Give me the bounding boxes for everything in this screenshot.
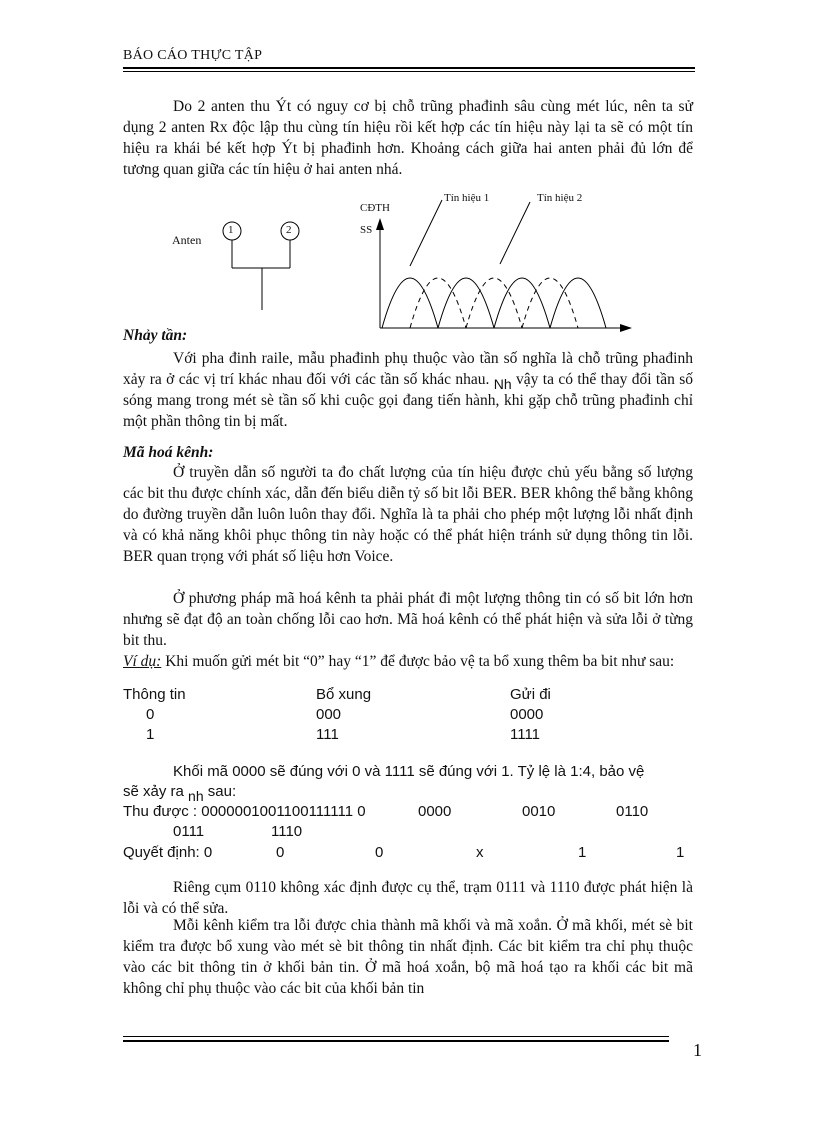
nh-fragment: Nh <box>493 376 512 392</box>
received-block: 1110 <box>271 823 303 840</box>
anten-label: Anten <box>172 233 202 247</box>
channel-coding-paragraph-2: Ở phương pháp mã hoá kênh ta phải phát đi một lượng thông tin có số bit lớn hơn nhưng sẽ đạt độ an toàn chống lỗi cao hơn. Mã hoá kênh có thể phát hiện và sửa lỗi ở từng bit thu. <box>123 590 693 649</box>
signal-2-arch <box>466 278 522 328</box>
table-cell: 0000 <box>510 706 544 723</box>
signal-1-arch <box>550 278 606 328</box>
received-block: 0111 <box>173 823 205 840</box>
received-block: 0000 <box>418 803 452 820</box>
received-block: 0010 <box>522 803 556 820</box>
diversity-diagram <box>160 188 640 338</box>
section-heading-frequency-hopping: Nhảy tần: <box>123 327 188 344</box>
table-header-added: Bổ xung <box>316 686 372 703</box>
table-cell: 1 <box>146 726 155 743</box>
decode-paragraph-line-1: Khối mã 0000 sẽ đúng với 0 và 1111 sẽ đúng với 1. Tỷ lệ là 1:4, bảo vệ <box>173 763 645 780</box>
decision-label: Quyết định: 0 <box>123 844 213 861</box>
decision-value: 0 <box>375 844 384 861</box>
intro-paragraph: Do 2 anten thu Ýt có nguy cơ bị chỗ trũng phađinh sâu cùng mét lúc, nên ta sử dụng 2 anten Rx độc lập thu cùng tín hiệu rồi kết hợp các tín hiệu này lại ta sẽ có một tín hiệu ra khái bé kết hợp Ýt bị phađinh hơn. Khoảng cách giữa hai anten phải đủ lớn để tương quan giữa các tín hiệu ở hai anten nhá. <box>123 98 693 178</box>
x-axis-arrow <box>620 324 632 332</box>
received-block: 0110 <box>616 803 649 820</box>
nh-fragment: nh <box>188 788 204 804</box>
frequency-hopping-paragraph: Với pha đinh raile, mẫu phađinh phụ thuộc vào tần số nghĩa là chỗ trũng phađinh xảy ra ở các vị trí khác nhau đối với các tần số khác nhau. Nh vậy ta có thể thay đổi tần số sóng mang trong mét sè tần số khi cuộc gọi đang tiến hành, khi gặp chỗ trũng phađinh chỉ một phần thông tin bị mất. <box>123 350 694 430</box>
table-cell: 000 <box>316 706 342 723</box>
channel-coding-paragraph-1: Ở truyền dẫn số người ta đo chất lượng của tín hiệu được chủ yếu bằng số lượng các bit thu được chính xác, dẫn đến biểu diễn tỷ số bit lỗi BER. BER không thể bằng không do đường truyền dẫn luôn luôn thay đổi. Nghĩa là ta phải cho phép một lượng lỗi nhất định và có khả năng khôi phục thông tin này hoặc có thể phát hiện tránh sử dụng thông tin lỗi. BER quan trọng với phát số liệu hơn Voice. <box>123 464 693 565</box>
table-header-info: Thông tin <box>123 686 186 703</box>
decision-value: 1 <box>578 844 587 861</box>
signal-1-callout <box>410 200 442 266</box>
signal-1-label: Tín hiệu 1 <box>444 192 490 204</box>
table-header-sent: Gửi đi <box>510 686 551 703</box>
header-rule-top <box>123 67 695 69</box>
y-axis-label-2: SS <box>360 224 373 236</box>
antenna-2-number: 2 <box>286 224 292 236</box>
header-rule-bottom <box>123 71 695 72</box>
table-cell: 111 <box>316 726 339 743</box>
page-number: 1 <box>693 1040 702 1060</box>
closing-paragraph-2: Mỗi kênh kiểm tra lỗi được chia thành mã khối và mã xoắn. Ở mã khối, mét sè bit kiểm tra được bổ xung vào mét sè bit thông tin nhất định. Các bit kiểm tra chỉ phụ thuộc vào các bit thông tin ở khối bản tin. Ở mã hoá xoắn, bộ mã hoá tạo ra khối các bit mã không chỉ phụ thuộc vào các bit của khối bản tin <box>123 917 693 997</box>
footer-rule-bottom <box>123 1040 669 1042</box>
example-label: Ví dụ: <box>123 653 162 670</box>
section-heading-channel-coding: Mã hoá kênh: <box>123 444 214 461</box>
table-cell: 1111 <box>510 726 541 743</box>
diagram-graphic <box>160 188 640 338</box>
example-paragraph: Ví dụ: Khi muốn gửi mét bit “0” hay “1” để được bảo vệ ta bổ xung thêm ba bit như sau: <box>123 653 675 670</box>
signal-1-arch <box>494 278 550 328</box>
signal-1-arch <box>382 278 438 328</box>
y-axis-arrow <box>376 218 384 230</box>
decision-value: x <box>476 844 484 861</box>
y-axis-label-1: CĐTH <box>360 202 390 214</box>
decode-paragraph-line-2: sẽ xảy ra nh sau: <box>123 783 237 804</box>
closing-paragraph-1: Riêng cụm 0110 không xác định được cụ thể, trạm 0111 và 1110 được phát hiện là lỗi và có thể sửa. <box>123 879 693 917</box>
decision-value: 0 <box>276 844 285 861</box>
received-label: Thu được : 0000001001100111111 0 <box>123 803 366 820</box>
signal-2-label: Tín hiệu 2 <box>537 192 583 204</box>
footer-rule-top <box>123 1036 669 1037</box>
decision-value: 1 <box>676 844 685 861</box>
signal-2-arch <box>522 278 578 328</box>
table-cell: 0 <box>146 706 155 723</box>
signal-2-arch <box>410 278 466 328</box>
signal-1-arch <box>438 278 494 328</box>
signal-2-callout <box>500 202 530 264</box>
antenna-1-number: 1 <box>228 224 234 236</box>
report-header-title: BÁO CÁO THỰC TẬP <box>123 48 263 63</box>
